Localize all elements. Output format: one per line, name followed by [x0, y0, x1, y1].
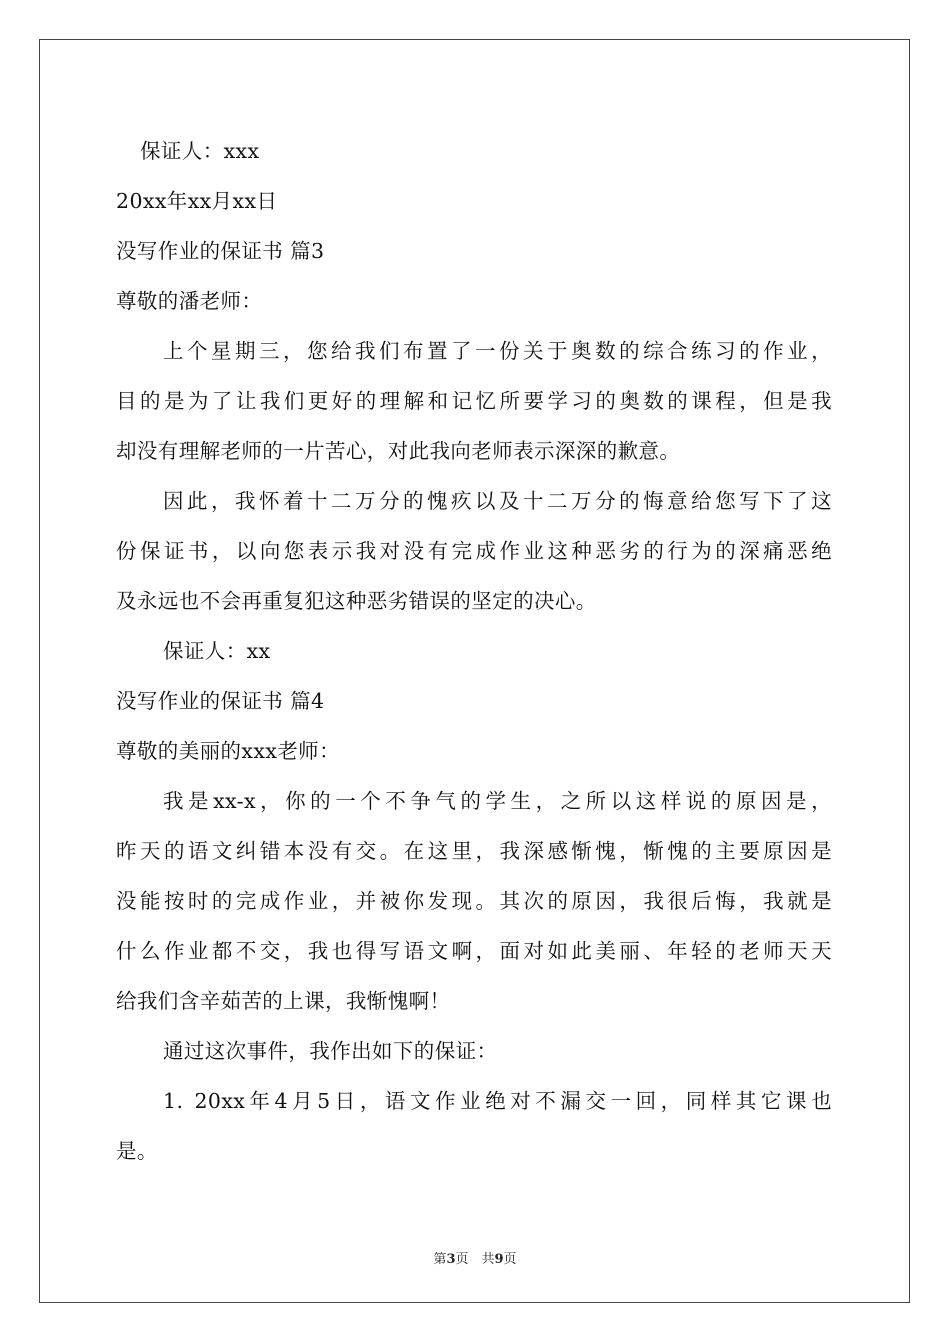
paragraph-line: 因此，我怀着十二万分的愧疚以及十二万分的悔意给您写下了这	[163, 489, 832, 513]
signer-line: 保证人：xxx	[140, 139, 260, 163]
list-item: 1. 20xx年4月5日，语文作业绝对不漏交一回，同样其它课也	[163, 1089, 832, 1113]
paragraph-line: 目的是为了让我们更好的理解和记忆所要学习的奥数的课程，但是我	[116, 389, 832, 413]
list-item-continuation: 是。	[116, 1139, 158, 1163]
paragraph-line: 却没有理解老师的一片苦心，对此我向老师表示深深的歉意。	[116, 439, 681, 463]
section-heading: 没写作业的保证书 篇4	[116, 689, 325, 713]
current-page-number: 3	[446, 1252, 456, 1267]
paragraph-line: 通过这次事件，我作出如下的保证：	[163, 1039, 498, 1063]
paragraph-line: 及永远也不会再重复犯这种恶劣错误的坚定的决心。	[116, 589, 597, 613]
paragraph-line: 没能按时的完成作业，并被你发现。其次的原因，我很后悔，我就是	[116, 889, 832, 913]
total-pages-number: 9	[494, 1252, 504, 1267]
salutation: 尊敬的潘老师：	[116, 289, 263, 313]
page-footer	[0, 1248, 950, 1267]
section-heading: 没写作业的保证书 篇3	[116, 239, 325, 263]
date-line: 20xx年xx月xx日	[116, 189, 278, 213]
footer-mid: 页 共	[455, 1252, 495, 1267]
paragraph-line: 我是xx-x，你的一个不争气的学生，之所以这样说的原因是，	[163, 789, 832, 813]
paragraph-line: 什么作业都不交，我也得写语文啊，面对如此美丽、年轻的老师天天	[116, 939, 832, 963]
paragraph-line: 昨天的语文纠错本没有交。在这里，我深感惭愧，惭愧的主要原因是	[116, 839, 832, 863]
signer-line: 保证人：xx	[163, 639, 271, 663]
paragraph-line: 份保证书，以向您表示我对没有完成作业这种恶劣的行为的深痛恶绝	[116, 539, 832, 563]
salutation: 尊敬的美丽的xxx老师：	[116, 739, 340, 763]
footer-prefix: 第	[433, 1252, 447, 1267]
paragraph-line: 上个星期三，您给我们布置了一份关于奥数的综合练习的作业，	[163, 339, 832, 363]
footer-suffix: 页	[503, 1252, 517, 1267]
paragraph-line: 给我们含辛茹苦的上课，我惭愧啊！	[116, 989, 451, 1013]
